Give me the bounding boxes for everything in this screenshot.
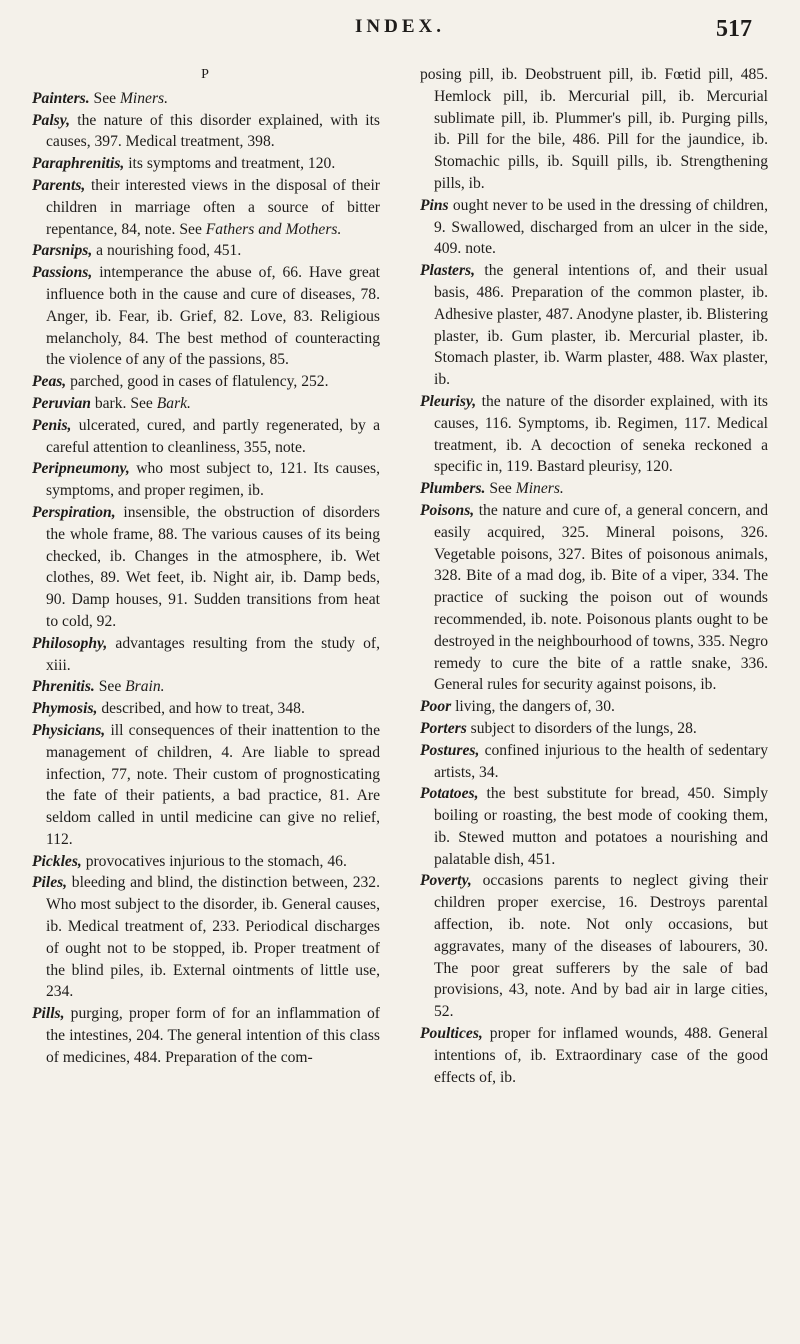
entry-cross-reference: Fathers and Mothers. [205,220,342,238]
entry-text: the nature and cure of, a general concern, and easily acquired, 325. Mineral poisons, 326. Vegetable poisons, 327. Bites of poisonous animals, 328. Bite of a mad dog, ib. Bite of a viper, 334. The practice of sucking the poison out of wounds recommended, ib. note. Poisonous plants ought to be destroyed in the neighbourhood of towns, 335. Negro remedy to cure the bite of a rattle snake, 336. General rules for security against poisons, ib. [434,501,768,694]
right-entries [420,64,768,1088]
left-column [32,64,380,1069]
entry-text: the general intentions of, and their usual basis, 486. Preparation of the common plaster, ib. Adhesive plaster, 487. Anodyne plaster, ib. Blistering plaster, ib. Gum plaster, ib. Mercurial plaster, ib. Stomach plaster, ib. Warm plaster, 488. Wax plaster, ib. [434,262,768,389]
index-entry [32,1003,380,1068]
index-entry [32,458,380,502]
index-entry [420,260,768,391]
entry-headword: Peruvian [32,394,91,412]
entry-text: bark. See [90,394,157,412]
page-title: INDEX. [355,16,445,37]
index-entry [420,783,768,870]
entry-cross-reference: Brain. [125,678,165,696]
right-column [420,64,768,1088]
entry-headword: Poultices, [420,1025,483,1043]
entry-text: subject to disorders of the lungs, 28. [466,719,697,737]
entry-text: See [485,480,516,498]
entry-text: See [94,678,126,696]
entry-headword: Paraphrenitis, [32,155,125,173]
section-letter: P [201,67,211,82]
entry-text: who most subject to, 121. Its causes, symptoms, and proper regimen, ib. [46,460,380,500]
entry-headword: Plasters, [420,262,476,280]
entry-text: the nature of this disorder explained, with its causes, 397. Medical treatment, 398. [46,111,380,151]
entry-headword: Pins [420,196,449,214]
index-entry [420,391,768,478]
entry-headword: Penis, [32,416,72,434]
index-entry [32,851,380,873]
entry-text: the nature of the disorder explained, with its causes, 116. Symptoms, ib. Regimen, 117. Medical treatment, ib. A decoction of seneka reckoned a specific in, 119. Bastard pleurisy, 120. [434,392,768,476]
entry-text: bleeding and blind, the distinction between, 232. Who most subject to the disorder, ib. General causes, ib. Medical treatment of, 233. Periodical discharges of ought not to be stopped, ib. Proper treatment of the blind piles, ib. External ointments of little use, 234. [46,874,380,1001]
entry-text: living, the dangers of, 30. [451,698,615,716]
left-entries [32,88,380,1069]
entry-text: its symptoms and treatment, 120. [124,155,336,173]
entry-text: See [89,89,120,107]
entry-text: their interested views in the disposal of their children in marriage often a source of bitter repentance, 84, note. See [46,176,380,238]
index-entry [32,262,380,371]
entry-headword: Parsnips, [32,242,93,260]
entry-headword: Plumbers. [420,480,486,498]
entry-text: parched, good in cases of flatulency, 252. [66,373,329,391]
entry-headword: Palsy, [32,111,70,129]
entry-headword: Peas, [32,373,67,391]
index-entry [32,175,380,240]
index-entry [420,478,768,500]
entry-headword: Pills, [32,1005,65,1023]
index-entry [420,1023,768,1088]
entry-headword: Poisons, [420,501,475,519]
entry-text: a nourishing food, 451. [92,242,242,260]
entry-headword: Passions, [32,264,93,282]
entry-headword: Pickles, [32,852,82,870]
index-entry [32,633,380,677]
entry-headword: Pleurisy, [420,392,477,410]
index-entry [420,718,768,740]
entry-cross-reference: Bark. [156,394,191,412]
index-entry [32,393,380,415]
entry-text: the best substitute for bread, 450. Simply boiling or roasting, the best mode of cooking them, ib. Stewed mutton and potatoes a nourishing and palatable dish, 451. [434,785,768,868]
entry-text: ought never to be used in the dressing of children, 9. Swallowed, discharged from an ulcer in the side, 409. note. [434,196,768,258]
index-entry [32,88,380,110]
index-entry [32,240,380,262]
entry-text: insensible, the obstruction of disorders the whole frame, 88. The various causes of its being checked, ib. Changes in the atmosphere, ib. Wet clothes, 89. Wet feet, ib. Night air, ib. Damp beds, 90. Damp houses, 91. Sudden transitions from heat to cold, 92. [46,503,380,630]
entry-headword: Peripneumony, [32,460,130,478]
index-entry [420,500,768,696]
entry-headword: Philosophy, [32,634,108,652]
entry-headword: Phymosis, [32,700,98,718]
entry-text: purging, proper form of for an inflammation of the intestines, 204. The general intention of this class of medicines, 484. Preparation of the com- [46,1005,380,1066]
index-entry [32,502,380,633]
entry-text: described, and how to treat, 348. [97,700,305,718]
entry-headword: Poor [420,698,452,716]
index-entry [32,153,380,175]
entry-headword: Parents, [32,176,86,194]
index-entry [32,698,380,720]
index-entry [420,870,768,1023]
entry-headword: Poverty, [420,872,472,890]
entry-headword: Postures, [420,741,480,759]
entry-text: ill consequences of their inattention to the management of children, 4. Are liable to spread infection, 77, note. Their custom of prognosticating the fate of their patients, a bad practice, 81. Are seldom called in until medicine can give no relief, 112. [46,721,380,848]
entry-text: intemperance the abuse of, 66. Have great influence both in the cause and cure of diseases, 78. Anger, ib. Fear, ib. Grief, 82. Love, 83. Religious melancholy, 84. The best method of counteracting the violence of any of the passions, 85. [46,264,380,369]
entry-headword: Phrenitis. [32,678,95,696]
index-entry [32,415,380,459]
index-entry [420,740,768,784]
index-entry [420,195,768,260]
entry-text: confined injurious to the health of sedentary artists, 34. [434,741,768,781]
running-head [0,16,800,46]
entry-text: posing pill, ib. Deobstruent pill, ib. Fœtid pill, 485. Hemlock pill, ib. Mercurial pill, ib. Mercurial sublimate pill, ib. Plummer's pill, ib. Purging pills, ib. Pill for the bile, 486. Pill for the jaundice, ib. Stomachic pills, ib. Squill pills, ib. Strengthening pills, ib. [420,66,768,192]
entry-text: occasions parents to neglect giving their children proper exercise, 16. Destroys parental affection, ib. note. Not only occasions, but aggravates, many of the diseases of labourers, 30. The poor great sufferers by the sale of bad provisions, 43, note. And by bad air in large cities, 52. [434,872,768,1021]
entry-headword: Perspiration, [32,503,116,521]
index-entry [32,676,380,698]
page-number: 517 [716,16,752,42]
index-entry [32,371,380,393]
entry-headword: Potatoes, [420,785,479,803]
entry-text: ulcerated, cured, and partly regenerated, by a careful attention to cleanliness, 355, note. [46,416,380,456]
entry-text: advantages resulting from the study of, xiii. [46,634,380,674]
index-entry [32,872,380,1003]
entry-headword: Piles, [32,874,68,892]
index-entry [420,64,768,195]
entry-text: proper for inflamed wounds, 488. General intentions of, ib. Extraordinary case of the good effects of, ib. [434,1025,768,1086]
index-entry [32,720,380,851]
entry-headword: Porters [420,719,467,737]
entry-headword: Painters. [32,89,90,107]
index-entry [420,696,768,718]
entry-headword: Physicians, [32,721,106,739]
entry-cross-reference: Miners. [515,480,564,498]
entry-text: provocatives injurious to the stomach, 46. [81,852,347,870]
entry-cross-reference: Miners. [119,89,169,107]
index-entry [32,110,380,154]
